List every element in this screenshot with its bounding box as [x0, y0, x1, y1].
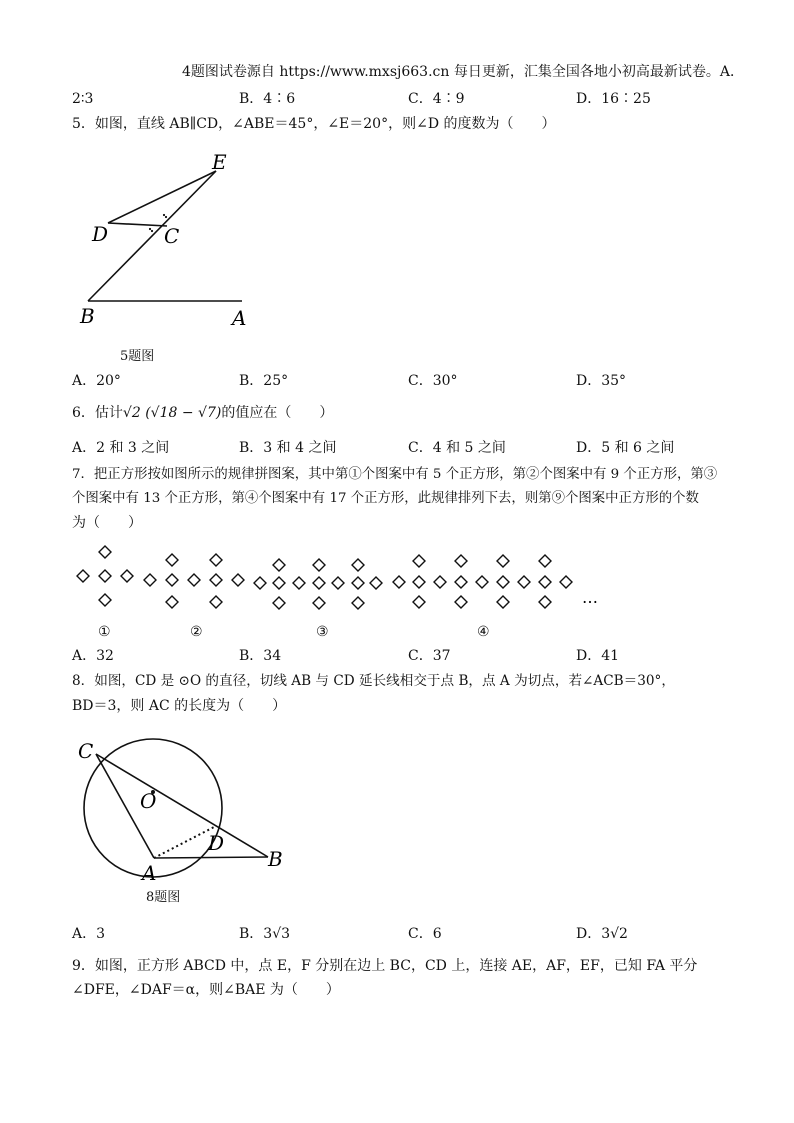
q8-stem-line1: 8．如图，CD 是 ⊙O 的直径，切线 AB 与 CD 延长线相交于点 B，点 A 为切点，若∠ACB＝30°，: [72, 673, 675, 689]
q7-square-diamond: [313, 559, 325, 571]
q5-figure: [70, 145, 270, 330]
q8-figure: [70, 730, 300, 890]
q8-label-b: B: [268, 847, 283, 871]
q7-square-diamond: [99, 570, 111, 582]
q6-option-d: D．5 和 6 之间: [576, 440, 675, 456]
q5-label-b: B: [80, 304, 95, 328]
q7-square-diamond: [476, 576, 488, 588]
q7-square-diamond: [293, 577, 305, 589]
q7-stem-line2: 个图案中有 13 个正方形，第④个图案中有 17 个正方形，此规律排列下去，则第⑨个图案中正方形的个数: [72, 491, 699, 506]
q8-option-b: B．3√3: [239, 926, 291, 942]
q7-square-diamond: [497, 555, 509, 567]
q7-square-diamond: [413, 555, 425, 567]
q7-option-c: C．37: [408, 648, 451, 664]
q6-stem: [72, 403, 333, 423]
q7-square-diamond: [539, 576, 551, 588]
q6-option-b: B．3 和 4 之间: [239, 440, 337, 456]
q7-stem-line1: 7．把正方形按如图所示的规律拼图案，其中第①个图案中有 5 个正方形，第②个图案中有 9 个正方形，第③: [72, 467, 718, 482]
q7-pattern-label-3: ③: [316, 624, 329, 640]
q7-square-diamond: [273, 559, 285, 571]
q7-square-diamond: [455, 596, 467, 608]
q7-pattern-ellipsis: …: [582, 588, 598, 607]
q7-square-diamond: [370, 577, 382, 589]
q8-option-c: C．6: [408, 926, 442, 942]
q8-caption: 8题图: [146, 890, 181, 905]
source-header: 4题图试卷源自 https://www.mxsj663.cn 每日更新，汇集全国各地小初高最新试卷。A．: [182, 64, 744, 80]
q6-expression: √2 (√18 − √7): [122, 405, 222, 421]
q9-stem-line1: 9．如图，正方形 ABCD 中，点 E，F 分别在边上 BC，CD 上，连接 AE，AF，EF，已知 FA 平分: [72, 958, 698, 974]
q5-label-d: D: [92, 222, 109, 246]
q7-option-a: A．32: [72, 648, 114, 664]
q7-pattern-figure: [0, 540, 794, 620]
q5-option-c: C．30°: [408, 373, 458, 389]
q5-option-d: D．35°: [576, 373, 627, 389]
q7-square-diamond: [497, 596, 509, 608]
q5-label-a: A: [232, 306, 247, 330]
q7-square-diamond: [497, 576, 509, 588]
q7-pattern-label-1: ①: [98, 624, 111, 640]
q8-option-d: D．3√2: [576, 926, 628, 942]
q4-option-d: D．16∶25: [576, 91, 651, 107]
q7-square-diamond: [413, 596, 425, 608]
q7-square-diamond: [434, 576, 446, 588]
q8-stem-line2: BD＝3，则 AC 的长度为（ ）: [72, 698, 287, 714]
q5-option-a: A．20°: [72, 373, 121, 389]
q7-square-diamond: [393, 576, 405, 588]
q5-label-c: C: [164, 224, 180, 248]
q8-label-c: C: [78, 739, 94, 763]
q7-square-diamond: [455, 555, 467, 567]
q8-label-o: O: [140, 789, 157, 813]
q4-option-c: C．4∶9: [408, 91, 465, 107]
q8-label-a: A: [142, 861, 157, 885]
q7-square-diamond: [210, 554, 222, 566]
q8-label-d: D: [208, 831, 225, 855]
q7-square-diamond: [99, 594, 111, 606]
q7-square-diamond: [166, 554, 178, 566]
q7-square-diamond: [232, 574, 244, 586]
q7-square-diamond: [539, 596, 551, 608]
q5-stem: 5．如图，直线 AB∥CD，∠ABE＝45°，∠E＝20°，则∠D 的度数为（ ）: [72, 116, 556, 132]
q7-square-diamond: [332, 577, 344, 589]
q7-square-diamond: [210, 574, 222, 586]
q7-square-diamond: [273, 597, 285, 609]
q7-square-diamond: [560, 576, 572, 588]
q9-stem-line2: ∠DFE，∠DAF＝α，则∠BAE 为（ ）: [72, 982, 340, 998]
q7-square-diamond: [273, 577, 285, 589]
q4-option-a: 2∶3: [72, 91, 94, 107]
q7-square-diamond: [313, 597, 325, 609]
q7-square-diamond: [455, 576, 467, 588]
q5-caption: 5题图: [120, 349, 155, 364]
q5-option-b: B．25°: [239, 373, 289, 389]
q4-option-b: B．4∶6: [239, 91, 296, 107]
q7-square-diamond: [210, 596, 222, 608]
q7-square-diamond: [413, 576, 425, 588]
q7-square-diamond: [352, 597, 364, 609]
q7-square-diamond: [352, 559, 364, 571]
q7-square-diamond: [166, 574, 178, 586]
q7-pattern-label-4: ④: [477, 624, 490, 640]
q6-option-a: A．2 和 3 之间: [72, 440, 170, 456]
q7-square-diamond: [77, 570, 89, 582]
q5-label-e: E: [212, 150, 227, 174]
q7-square-diamond: [352, 577, 364, 589]
q7-square-diamond: [121, 570, 133, 582]
q8-option-a: A．3: [72, 926, 106, 942]
q7-square-diamond: [99, 546, 111, 558]
q7-option-d: D．41: [576, 648, 620, 664]
q7-square-diamond: [188, 574, 200, 586]
q6-option-c: C．4 和 5 之间: [408, 440, 506, 456]
q7-square-diamond: [144, 574, 156, 586]
q7-square-diamond: [518, 576, 530, 588]
q7-square-diamond: [254, 577, 266, 589]
q7-square-diamond: [166, 596, 178, 608]
q7-pattern-label-2: ②: [190, 624, 203, 640]
q6-stem-prefix: 6．估计: [72, 405, 123, 421]
q7-option-b: B．34: [239, 648, 282, 664]
q7-square-diamond: [313, 577, 325, 589]
q7-square-diamond: [539, 555, 551, 567]
q7-stem-line3: 为（ ）: [72, 515, 142, 531]
q6-stem-suffix: 的值应在（ ）: [221, 405, 334, 421]
